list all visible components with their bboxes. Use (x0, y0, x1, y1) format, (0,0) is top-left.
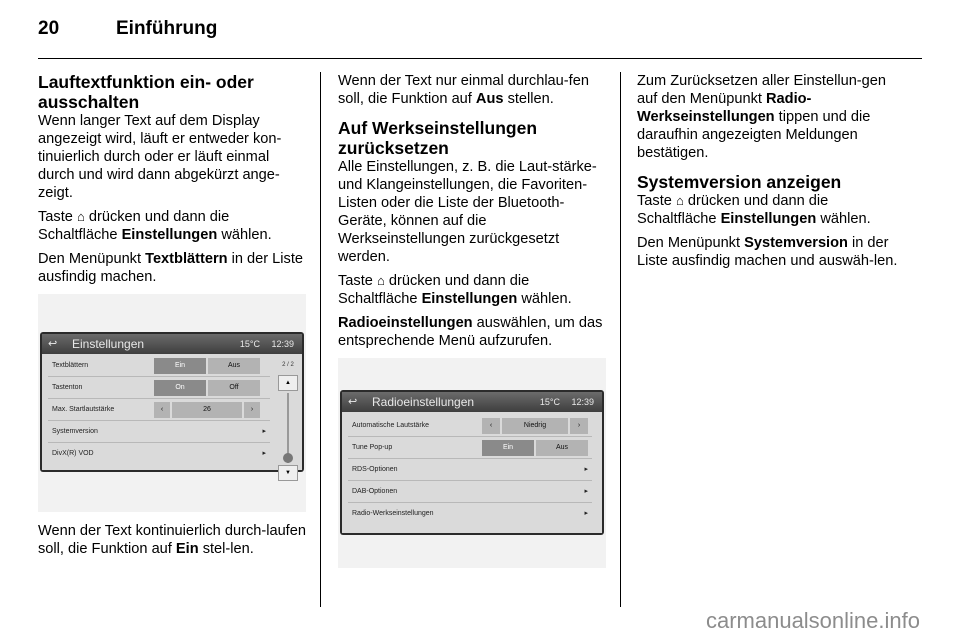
chevron-left-icon[interactable]: ‹ (154, 402, 170, 418)
text: auswählen, um das entsprechende Menü aufzurufen. (338, 315, 603, 349)
chevron-left-icon[interactable]: ‹ (482, 418, 500, 434)
text: Zum Zurücksetzen aller Einstellun-gen auf den Menüpunkt (637, 73, 887, 107)
paragraph (38, 250, 306, 286)
display-screen (340, 390, 604, 535)
column-separator (620, 72, 621, 607)
row-label: Max. Startlautstärke (52, 406, 115, 413)
page-indicator: 2 / 2 (282, 362, 294, 368)
text: drücken und dann die Schaltfläche (338, 273, 530, 307)
list-item[interactable] (48, 422, 270, 443)
bold-term: Radio-Werkseinstellungen (637, 91, 812, 125)
scroll-knob[interactable] (283, 453, 293, 463)
text: stellen. (507, 91, 554, 107)
screenshot-radioeinstellungen (338, 358, 606, 568)
section-heading: Lauftextfunktion ein- oder ausschalten (38, 72, 254, 112)
page-header (38, 18, 217, 40)
settings-list (42, 354, 302, 476)
clock: 12:39 (571, 397, 594, 407)
section-heading: Systemversion anzeigen (637, 172, 842, 192)
aus-button[interactable]: Aus (208, 358, 260, 374)
text: stel-len. (202, 541, 254, 557)
list-item (48, 356, 270, 377)
column-3 (637, 72, 905, 276)
volume-level-value: Niedrig (502, 418, 568, 434)
bold-term: Einstellungen (421, 291, 518, 307)
bold-term: Textblättern (145, 251, 228, 267)
paragraph: Wenn langer Text auf dem Display angezeigt wird, läuft er entweder kon-tinuierlich durch oder er läuft einmal durch und wird dann abgekürzt ange-zeigt. (38, 113, 282, 201)
arrow-right-icon: ▸ (584, 488, 588, 495)
paragraph (38, 208, 306, 244)
paragraph: Alle Einstellungen, z. B. die Laut-stärke- und Klangeinstellungen, die Favoriten-Listen oder die Liste der Bluetooth-Geräte, können auf die Werkseinstellungen zurückgesetzt werden. (338, 159, 597, 265)
text: Wenn der Text kontinuierlich durch-laufen soll, die Funktion auf (38, 523, 306, 557)
bold-term: Aus (475, 91, 504, 107)
bold-term: Einstellungen (720, 211, 817, 227)
temperature: 15°C (239, 339, 260, 349)
text: Taste (338, 273, 373, 289)
bold-term: Systemversion (744, 235, 848, 251)
text: Wenn der Text nur einmal durchlau-fen soll, die Funktion auf (338, 73, 589, 107)
watermark: carmanualsonline.info (705, 608, 920, 633)
screen-title-bar (342, 392, 602, 412)
paragraph (338, 314, 608, 350)
row-label: Automatische Lautstärke (352, 422, 430, 429)
row-label: Systemversion (52, 428, 98, 435)
home-icon: ⌂ (76, 209, 85, 224)
scroll-track[interactable] (287, 393, 289, 463)
text: Den Menüpunkt (38, 251, 142, 267)
row-label: Tune Pop-up (352, 444, 393, 451)
paragraph (637, 234, 905, 270)
text: wählen. (221, 227, 272, 243)
scroll-down-icon[interactable]: ▼ (278, 465, 298, 481)
scroll-up-icon[interactable]: ▲ (278, 375, 298, 391)
bold-term: Ein (175, 541, 199, 557)
off-button[interactable]: Off (208, 380, 260, 396)
arrow-right-icon: ▸ (262, 450, 266, 457)
list-item (48, 400, 270, 421)
section-heading: Auf Werkseinstellungen zurücksetzen (338, 118, 538, 158)
text: tippen und die daraufhin angezeigten Meldungen bestätigen. (637, 109, 871, 161)
list-item (348, 416, 592, 437)
text: in der Liste ausfindig machen und auswäh-len. (637, 235, 898, 269)
header-rule (38, 58, 922, 59)
column-1 (38, 72, 306, 564)
row-label: Tastenton (52, 384, 83, 391)
screen-title: Einstellungen (72, 337, 145, 351)
text: drücken und dann die Schaltfläche (637, 193, 829, 227)
text: Den Menüpunkt (637, 235, 741, 251)
list-item (48, 378, 270, 399)
clock: 12:39 (271, 339, 294, 349)
paragraph (637, 72, 905, 162)
volume-value: 26 (172, 402, 242, 418)
ein-button[interactable]: Ein (154, 358, 206, 374)
column-2 (338, 72, 608, 578)
ein-button[interactable]: Ein (482, 440, 534, 456)
screen-title: Radioeinstellungen (372, 395, 475, 409)
screen-title-bar (42, 334, 302, 354)
list-item[interactable] (348, 504, 592, 524)
arrow-right-icon: ▸ (584, 510, 588, 517)
bold-term: Radioeinstellungen (338, 315, 473, 331)
paragraph (38, 522, 306, 558)
paragraph (637, 192, 905, 228)
paragraph (338, 272, 608, 308)
row-label: Textblättern (52, 362, 89, 369)
bold-term: Einstellungen (121, 227, 218, 243)
text: wählen. (521, 291, 572, 307)
text: wählen. (820, 211, 871, 227)
column-separator (320, 72, 321, 607)
scrollbar[interactable] (276, 356, 300, 476)
home-icon: ⌂ (376, 273, 385, 288)
row-label: Radio-Werkseinstellungen (352, 510, 434, 517)
aus-button[interactable]: Aus (536, 440, 588, 456)
arrow-right-icon: ▸ (262, 428, 266, 435)
chevron-right-icon[interactable]: › (570, 418, 588, 434)
page-title: Einführung (116, 18, 218, 39)
back-icon[interactable]: ↩ (348, 396, 358, 408)
screenshot-einstellungen (38, 294, 306, 512)
text: drücken und dann die Schaltfläche (38, 209, 230, 243)
page-number: 20 (38, 18, 60, 39)
chevron-right-icon[interactable]: › (244, 402, 260, 418)
text: in der Liste ausfindig machen. (38, 251, 304, 285)
settings-list (342, 412, 602, 533)
list-item[interactable] (348, 482, 592, 503)
on-button[interactable]: On (154, 380, 206, 396)
row-label: DAB-Optionen (352, 488, 398, 495)
row-label: RDS-Optionen (352, 466, 398, 473)
list-item[interactable] (348, 460, 592, 481)
paragraph (338, 72, 608, 108)
temperature: 15°C (539, 397, 560, 407)
list-item (348, 438, 592, 459)
display-screen (40, 332, 304, 476)
text: Taste (637, 193, 672, 209)
list-item[interactable] (48, 444, 270, 464)
arrow-right-icon: ▸ (584, 466, 588, 473)
home-icon: ⌂ (675, 193, 684, 208)
text: Taste (38, 209, 73, 225)
back-icon[interactable]: ↩ (48, 338, 58, 350)
row-label: DivX(R) VOD (52, 450, 94, 457)
